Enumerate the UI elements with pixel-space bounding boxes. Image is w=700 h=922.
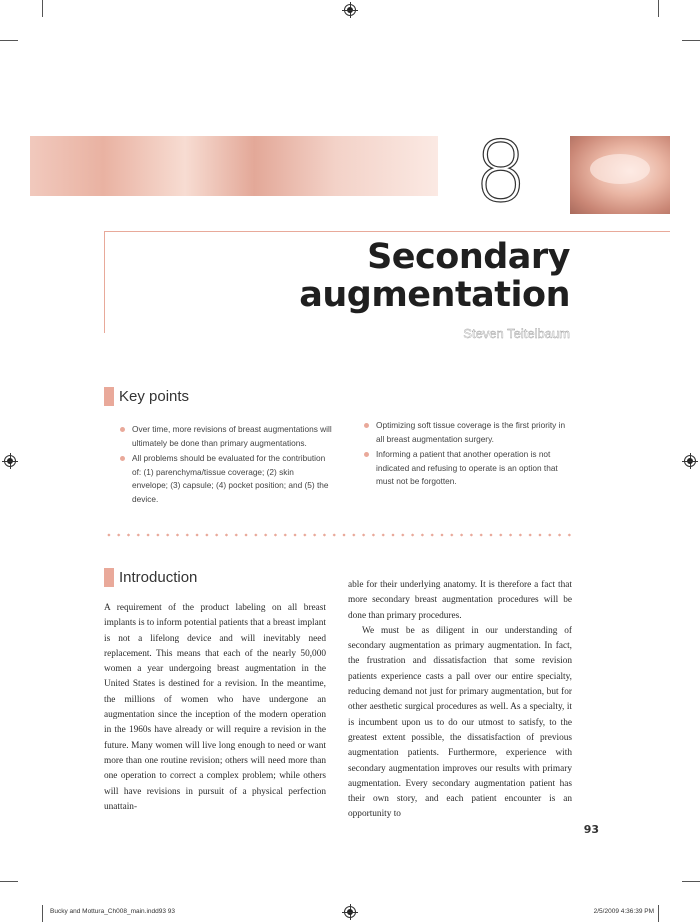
key-point-item: All problems should be evaluated for the contribution of: (1) parenchyma/tissue coverage; (2) skin envelope; (3) capsule; (4) pocket position; and (5) the device. [120,452,332,506]
page-number: 93 [583,823,599,836]
crop-mark [658,905,659,922]
crop-mark [682,881,700,882]
header-photo [570,136,670,214]
title-rule-vertical [104,231,105,333]
chapter-number: 8 [474,123,528,221]
crop-mark [42,905,43,922]
crop-mark [0,881,18,882]
crop-mark [658,0,659,17]
slug-left: Bucky and Mottura_Ch008_main.indd93 93 [50,908,176,915]
chapter-author: Steven Teitelbaum [463,326,570,341]
registration-mark-icon [344,4,356,16]
dotted-divider [104,533,574,537]
registration-mark-icon [344,906,356,918]
registration-mark-icon [684,455,696,467]
key-point-item: Over time, more revisions of breast augmentations will ultimately be done than primary augmentations. [120,423,332,450]
key-point-item: Informing a patient that another operation is not indicated and refusing to operate is an option that must not be forgotten. [364,448,574,489]
crop-mark [42,0,43,17]
body-paragraph: able for their underlying anatomy. It is therefore a fact that more secondary breast augmentation procedures will be done than primary procedures. [348,580,572,621]
slug-right: 2/5/2009 4:36:39 PM [593,908,654,915]
key-point-item: Optimizing soft tissue coverage is the first priority in all breast augmentation surgery. [364,419,574,446]
registration-mark-icon [4,455,16,467]
body-column-left [104,601,326,815]
section-marker [104,387,114,406]
introduction-heading: Introduction [119,569,198,586]
key-points-left [120,423,332,508]
header-banner-image [30,136,438,196]
key-points-heading: Key points [119,388,190,405]
section-marker [104,568,114,587]
crop-mark [682,40,700,41]
key-points-right [364,419,574,491]
crop-mark [0,40,18,41]
chapter-title-line1: Secondary [367,237,570,277]
chapter-title-line2: augmentation [299,275,570,315]
body-column-right [348,578,572,823]
chapter-title [299,238,570,314]
title-rule [104,231,670,232]
body-paragraph: We must be as diligent in our understanding of secondary augmentation as primary augmentation. In fact, the frustration and dissatisfaction that some revision patients experience casts a pall over our entire specialty, reducing demand not just for primary augmentation, but for other aesthetic surgical procedures as well. As a specialty, it is incumbent upon us to do our utmost to satisfy, to the greatest extent possible, the dissatisfaction of previous augmentation patients. Furthermore, experience with secondary augmentation improves our results with primary augmentation. Every secondary augmentation patient has their own story, and each patient encounter is an opportunity to [348,625,572,820]
body-paragraph: A requirement of the product labeling on all breast implants is to inform potential patients that a breast implant is not a lifelong device and will inevitably need replacement. This means that each of the nearly 50,000 women a year undergoing breast augmentation in the United States is destined for a revision. In the meantime, the millions of women who have undergone an augmentation since the inception of the modern operation in the 1960s have already or will require a revision in the future. Many women will live long enough to need or want more than one routine revision; others will need more than one operation to correct a complex problem; while others will have revisions in pursuit of a physical perfection unattain- [104,603,326,812]
